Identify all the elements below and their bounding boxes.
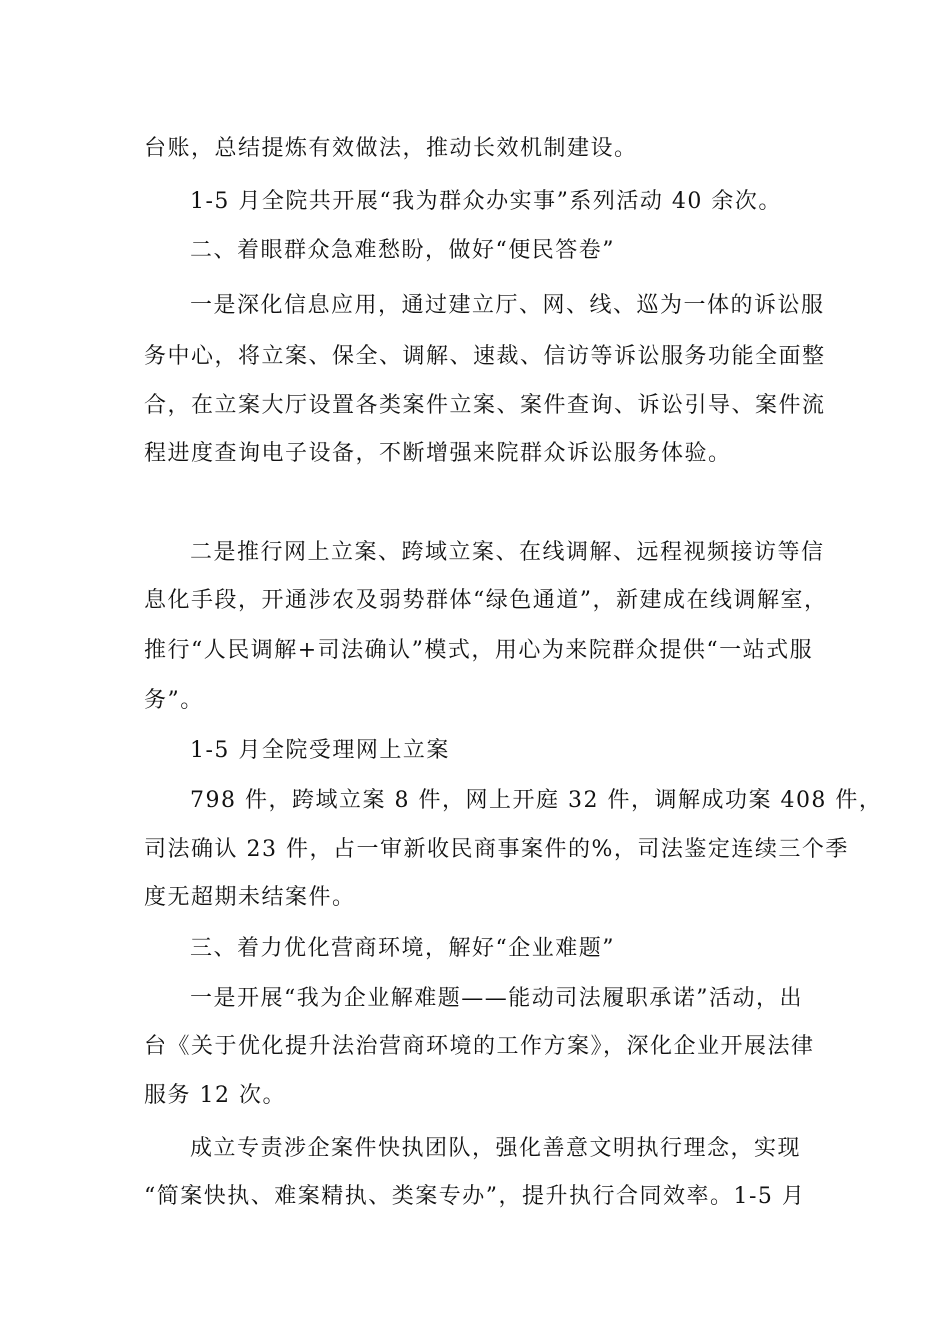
paragraph-line: 成立专责涉企案件快执团队，强化善意文明执行理念，实现 xyxy=(190,1136,802,1161)
paragraph-line: “简案快执、难案精执、类案专办”，提升执行合同效率。1-5 月 xyxy=(144,1184,806,1209)
paragraph-line: 一是深化信息应用，通过建立厅、网、线、巡为一体的诉讼服 xyxy=(190,293,825,318)
paragraph-line: 司法确认 23 件，占一审新收民商事案件的%，司法鉴定连续三个季 xyxy=(144,837,849,862)
paragraph-line: 台账，总结提炼有效做法，推动长效机制建设。 xyxy=(144,136,638,161)
paragraph-line: 务”。 xyxy=(144,688,204,713)
paragraph-line: 台《关于优化提升法治营商环境的工作方案》，深化企业开展法律 xyxy=(144,1034,815,1059)
paragraph-line: 息化手段，开通涉农及弱势群体“绿色通道”，新建成在线调解室， xyxy=(144,588,828,613)
paragraph-line: 一是开展“我为企业解难题——能动司法履职承诺”活动，出 xyxy=(190,986,803,1011)
paragraph-line: 程进度查询电子设备，不断增强来院群众诉讼服务体验。 xyxy=(144,441,732,466)
section-heading: 三、着力优化营商环境，解好“企业难题” xyxy=(190,936,615,961)
paragraph-line: 服务 12 次。 xyxy=(144,1083,286,1108)
paragraph-line: 1-5 月全院受理网上立案 xyxy=(190,738,450,763)
paragraph-line: 二是推行网上立案、跨域立案、在线调解、远程视频接访等信 xyxy=(190,540,825,565)
paragraph-line: 务中心，将立案、保全、调解、速裁、信访等诉讼服务功能全面整 xyxy=(144,344,826,369)
paragraph-line: 798 件，跨域立案 8 件，网上开庭 32 件，调解成功案 408 件， xyxy=(190,788,883,813)
paragraph-line: 度无超期未结案件。 xyxy=(144,885,356,910)
paragraph-line: 1-5 月全院共开展“我为群众办实事”系列活动 40 余次。 xyxy=(190,189,782,214)
section-heading: 二、着眼群众急难愁盼，做好“便民答卷” xyxy=(190,238,615,263)
paragraph-line: 推行“人民调解+司法确认”模式，用心为来院群众提供“一站式服 xyxy=(144,638,814,663)
paragraph-line: 合，在立案大厅设置各类案件立案、案件查询、诉讼引导、案件流 xyxy=(144,393,826,418)
